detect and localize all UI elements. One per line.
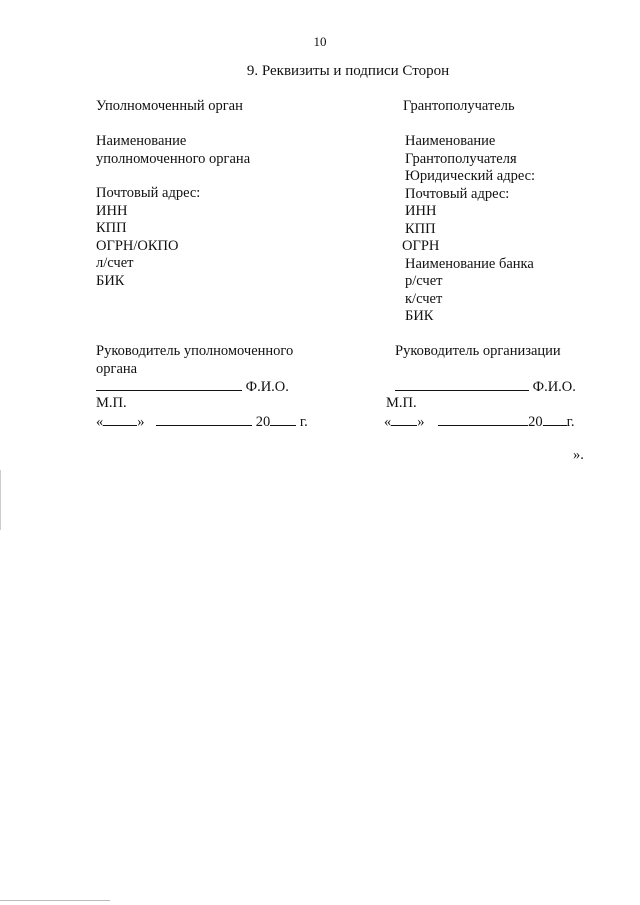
scan-edge-mark [0,470,1,530]
right-year-prefix: 20 [528,414,543,430]
right-field-inn: ИНН [405,203,437,219]
right-stamp: М.П. [386,395,417,411]
right-fio: Ф.И.О. [532,379,576,395]
left-month-blank [156,412,252,426]
right-field-kpp: КПП [405,220,436,237]
right-month-blank [438,412,528,426]
left-field-postal-address: Почтовый адрес: [96,185,201,201]
left-field-ogrn-okpo: ОГРН/ОКПО [96,237,179,254]
left-field-inn: ИНН [96,202,128,219]
right-field-correspondent-account: к/счет [405,290,443,307]
right-field-ogrn: ОГРН [402,238,440,254]
left-signer [96,343,293,378]
left-signature-row [96,377,289,397]
right-party-heading: Грантополучатель [403,98,515,114]
left-signature-blank [96,377,242,391]
left-date-row [96,412,308,432]
right-day-blank [391,412,417,426]
right-field-bank-name: Наименование банка [405,255,534,272]
left-signer-line-2: органа [96,360,138,377]
right-year-suffix: г. [566,414,575,430]
right-field-legal-address: Юридический адрес: [405,168,536,184]
right-signer: Руководитель организации [395,343,561,359]
right-field-postal-address: Почтовый адрес: [405,185,510,202]
right-field-bik: БИК [405,308,434,324]
right-signature-row [395,377,576,397]
left-stamp: М.П. [96,395,127,411]
right-name-block [405,133,517,168]
left-field-kpp: КПП [96,220,127,236]
right-quote-open: « [384,414,392,430]
left-party-heading: Уполномоченный орган [96,98,243,114]
scan-bottom-mark [0,900,110,901]
right-name-label-1: Наименование [405,133,496,149]
left-name-label-2: уполномоченного органа [96,150,251,167]
closing-quote: ». [573,447,584,463]
right-year-blank [543,412,567,426]
left-name-label-1: Наименование [96,133,187,149]
right-quote-close: » [417,414,425,430]
left-day-blank [103,412,137,426]
left-name-block [96,133,250,168]
right-fields [402,168,536,326]
left-fio: Ф.И.О. [245,379,289,395]
right-name-label-2: Грантополучателя [405,150,517,167]
left-quote-open: « [96,414,104,430]
left-year-suffix: г. [299,414,308,430]
right-signature-blank [395,377,529,391]
left-signer-line-1: Руководитель уполномоченного [96,343,294,359]
left-quote-close: » [137,414,145,430]
left-year-blank [270,412,296,426]
page-number: 10 [313,34,327,49]
right-date-row [384,412,575,432]
left-field-account: л/счет [96,255,134,271]
right-field-settlement-account: р/счет [405,273,443,289]
section-title: 9. Реквизиты и подписи Сторон [246,63,450,79]
left-year-prefix: 20 [255,414,271,430]
left-field-bik: БИК [96,272,125,289]
left-fields [96,185,200,290]
